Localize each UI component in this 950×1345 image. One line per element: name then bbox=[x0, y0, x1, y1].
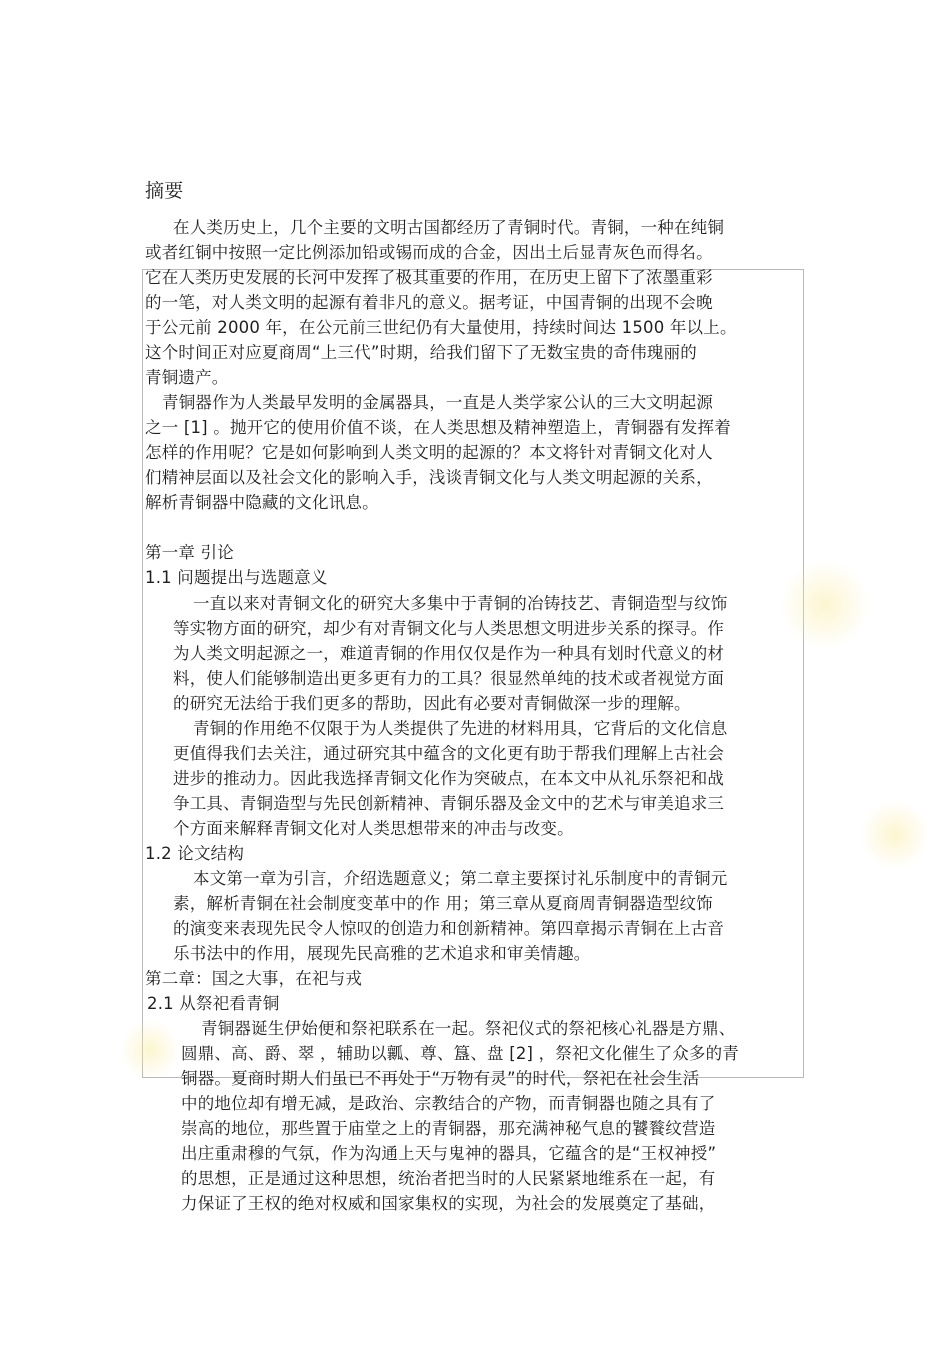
paragraph-line: 铜器。夏商时期人们虽已不再处于“万物有灵”的时代，祭祀在社会生活 bbox=[181, 1069, 700, 1088]
paragraph-line: 怎样的作用呢？它是如何影响到人类文明的起源的？本文将针对青铜文化对人 bbox=[145, 443, 713, 462]
paragraph-line: 崇高的地位，那些置于庙堂之上的青铜器，那充满神秘气息的饕餮纹营造 bbox=[181, 1119, 716, 1138]
chapter-heading: 第一章 引论 bbox=[145, 543, 234, 562]
paragraph-line: 们精神层面以及社会文化的影响入手，浅谈青铜文化与人类文明起源的关系， bbox=[145, 468, 713, 487]
paragraph-line: 的一笔，对人类文明的起源有着非凡的意义。据考证，中国青铜的出现不会晚 bbox=[145, 293, 713, 312]
paragraph-line: 进步的推动力。因此我选择青铜文化作为突破点，在本文中从礼乐祭祀和战 bbox=[173, 769, 725, 788]
paragraph-line: 青铜器诞生伊始便和祭祀联系在一起。祭祀仪式的祭祀核心礼器是方鼎、 bbox=[201, 1019, 736, 1038]
decorative-glow bbox=[860, 800, 930, 870]
paragraph-line: 青铜器作为人类最早发明的金属器具，一直是人类学家公认的三大文明起源 bbox=[162, 393, 714, 412]
section-heading: 1.2 论文结构 bbox=[145, 844, 245, 863]
paragraph-line: 料，使人们能够制造出更多更有力的工具？很显然单纯的技术或者视觉方面 bbox=[173, 669, 725, 688]
paragraph-line: 力保证了王权的绝对权威和国家集权的实现，为社会的发展奠定了基础， bbox=[181, 1194, 716, 1213]
paragraph-line: 争工具、青铜造型与先民创新精神、青铜乐器及金文中的艺术与审美追求三 bbox=[173, 794, 725, 813]
paragraph-line: 中的地位却有增无减，是政治、宗教结合的产物，而青铜器也随之具有了 bbox=[181, 1094, 716, 1113]
paragraph-line: 的思想，正是通过这种思想，统治者把当时的人民紧紧地维系在一起，有 bbox=[181, 1169, 716, 1188]
paragraph-line: 的研究无法给于我们更多的帮助，因此有必要对青铜做深一步的理解。 bbox=[173, 694, 691, 713]
paragraph-line: 本文第一章为引言，介绍选题意义；第二章主要探讨礼乐制度中的青铜元 bbox=[193, 869, 728, 888]
paragraph-line: 圆鼎、高、爵、翠 ，辅助以瓤、尊、簋、盘 [2] ，祭祀文化催生了众多的青 bbox=[181, 1044, 740, 1063]
paragraph-line: 之一 [1] 。抛开它的使用价值不谈，在人类思想及精神塑造上，青铜器有发挥着 bbox=[145, 418, 731, 437]
paragraph-line: 于公元前 2000 年，在公元前三世纪仍有大量使用，持续时间达 1500 年以上。 bbox=[145, 318, 737, 337]
paragraph-line: 解析青铜器中隐藏的文化讯息。 bbox=[145, 493, 379, 512]
paragraph-line: 更值得我们去关注，通过研究其中蕴含的文化更有助于帮我们理解上古社会 bbox=[173, 744, 725, 763]
paragraph-line: 青铜的作用绝不仅限于为人类提供了先进的材料用具，它背后的文化信息 bbox=[193, 719, 728, 738]
paragraph-line: 一直以来对青铜文化的研究大多集中于青铜的冶铸技艺、青铜造型与纹饰 bbox=[193, 594, 728, 613]
paragraph-line: 为人类文明起源之一，难道青铜的作用仅仅是作为一种具有划时代意义的材 bbox=[173, 644, 725, 663]
abstract-heading: 摘要 bbox=[145, 180, 184, 202]
paragraph-line: 乐书法中的作用，展现先民高雅的艺术追求和审美情趣。 bbox=[173, 944, 591, 963]
section-heading: 2.1 从祭祀看青铜 bbox=[147, 994, 280, 1013]
paragraph-line: 青铜遗产。 bbox=[145, 368, 229, 387]
paragraph-line: 在人类历史上，几个主要的文明古国都经历了青铜时代。青铜，一种在纯铜 bbox=[173, 218, 725, 237]
paragraph-line: 个方面来解释青铜文化对人类思想带来的冲击与改变。 bbox=[173, 819, 574, 838]
decorative-glow bbox=[120, 1020, 180, 1080]
paragraph-line: 它在人类历史发展的长河中发挥了极其重要的作用，在历史上留下了浓墨重彩 bbox=[145, 268, 713, 287]
paragraph-line: 等实物方面的研究，却少有对青铜文化与人类思想文明进步关系的探寻。作 bbox=[173, 619, 725, 638]
paragraph-line: 的演变来表现先民令人惊叹的创造力和创新精神。第四章揭示青铜在上古音 bbox=[173, 919, 725, 938]
paragraph-line: 这个时间正对应夏商周“上三代”时期，给我们留下了无数宝贵的奇伟瑰丽的 bbox=[145, 343, 697, 362]
paragraph-line: 出庄重肃穆的气氛，作为沟通上天与鬼神的器具，它蕴含的是“王权神授” bbox=[181, 1144, 717, 1163]
paragraph-line: 素，解析青铜在社会制度变革中的作 用；第三章从夏商周青铜器造型纹饰 bbox=[173, 894, 713, 913]
section-heading: 1.1 问题提出与选题意义 bbox=[145, 568, 328, 587]
decorative-glow bbox=[780, 560, 870, 650]
chapter-heading: 第二章：国之大事，在祀与戎 bbox=[145, 969, 363, 988]
paragraph-line: 或者红铜中按照一定比例添加铅或锡而成的合金，因出土后显青灰色而得名。 bbox=[145, 243, 713, 262]
